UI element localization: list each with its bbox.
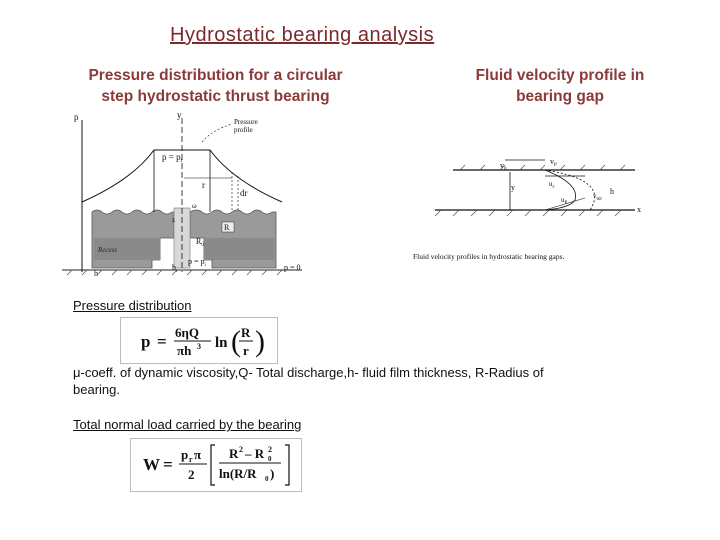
svg-text:π: π [194, 447, 202, 462]
y-label: y [511, 183, 515, 192]
profile-pointer [202, 124, 232, 142]
h-label: h [94, 269, 98, 278]
recess-region-right [204, 238, 274, 260]
svg-text:0: 0 [268, 455, 272, 463]
page-title: Hydrostatic bearing analysis [170, 24, 435, 46]
right-heading [440, 65, 680, 107]
recess-label: Recess [98, 246, 118, 254]
uc-label: $u_c$ [549, 180, 555, 190]
hr-label: $h_r$ [172, 263, 178, 274]
pressure-distribution-label: Pressure distribution [73, 298, 192, 313]
svg-text:p: p [181, 447, 189, 462]
svg-text:6ηQ: 6ηQ [175, 325, 199, 340]
up-label: $u_P$ [561, 196, 568, 206]
svg-text:R: R [229, 446, 239, 461]
right-heading-line2: bearing gap [516, 88, 604, 105]
left-heading [58, 65, 373, 107]
y-axis-label: y [177, 110, 182, 120]
variable-description: μ-coeff. of dynamic viscosity,Q- Total discharge,h- fluid film thickness, R-Radius of bearing. [73, 365, 544, 397]
p-equals-pi-label: $p = p_i$ [188, 257, 206, 268]
left-heading-line2: step hydrostatic thrust bearing [101, 88, 330, 105]
svg-text:): ) [255, 325, 265, 358]
r-label: r [202, 180, 205, 190]
svg-text:p: p [141, 332, 151, 351]
svg-text:r: r [243, 343, 249, 358]
vtot-label: $v_{tot}$ [593, 192, 602, 202]
svg-text:2: 2 [188, 467, 195, 482]
pressure-distribution-figure [62, 110, 312, 286]
svg-text:0: 0 [265, 475, 269, 483]
x-label: x [637, 205, 641, 214]
velocity-caption: Fluid velocity profiles in hydrostatic bearing gaps. [413, 252, 565, 261]
p-zero-label: p = 0 [284, 263, 301, 272]
upper-hatch [460, 165, 625, 170]
velocity-profile-figure [405, 150, 645, 265]
left-heading-line1: Pressure distribution for a circular [88, 67, 343, 84]
svg-text:(: ( [231, 325, 241, 358]
svg-text:πh: πh [177, 343, 192, 358]
svg-text:R: R [241, 325, 251, 340]
svg-text:=: = [157, 332, 167, 351]
v0-label: $v_0$ [500, 161, 507, 172]
svg-text:2: 2 [268, 445, 272, 454]
svg-text:3: 3 [197, 342, 201, 351]
svg-text:): ) [270, 466, 275, 481]
load-equation [130, 438, 302, 492]
lower-hatch [435, 210, 621, 216]
svg-text:ln(R/R: ln(R/R [219, 466, 257, 481]
p-equals-pr-label: $p = p_r$ [162, 152, 183, 164]
svg-text:=: = [163, 455, 173, 474]
R0-label: $R_0$ [196, 237, 204, 248]
dr-label: dr [240, 188, 248, 198]
svg-text:r: r [189, 455, 193, 464]
svg-text:W: W [143, 455, 160, 474]
omega-label: ω [192, 202, 197, 210]
R-label: R [224, 223, 230, 232]
pressure-profile-label-1: Pressure [234, 118, 258, 126]
p-axis-label: p [74, 112, 79, 122]
svg-text:ln: ln [215, 335, 228, 351]
vp-label: $v_P$ [550, 157, 557, 168]
svg-text:– R: – R [245, 446, 265, 461]
z-label: z [172, 216, 176, 224]
right-heading-line1: Fluid velocity profile in [475, 67, 645, 84]
total-load-label: Total normal load carried by the bearing [73, 417, 302, 432]
pressure-equation [120, 317, 278, 364]
svg-text:2: 2 [239, 445, 243, 454]
h-label: h [610, 187, 614, 196]
pressure-profile-label-2: profile [234, 126, 253, 134]
